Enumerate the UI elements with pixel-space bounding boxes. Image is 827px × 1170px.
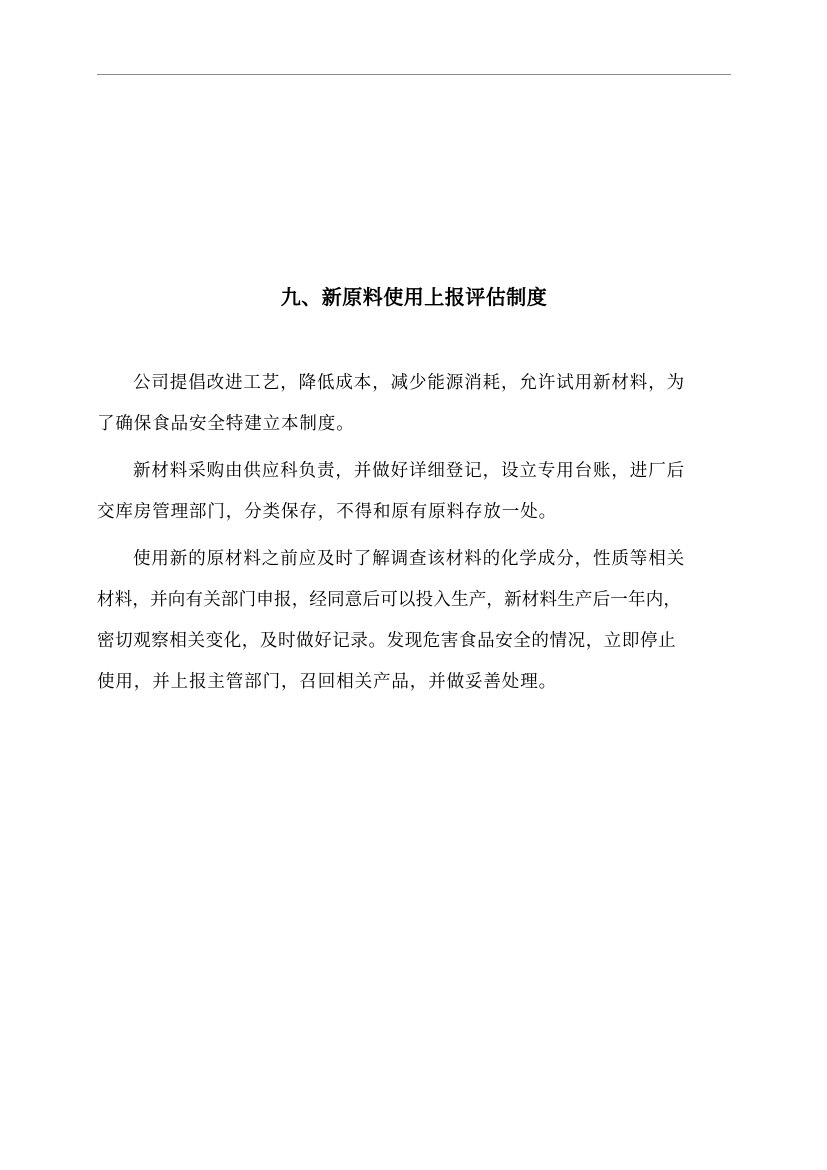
- paragraph-line: 了确保食品安全特建立本制度。: [97, 414, 355, 434]
- paragraph-2: [97, 456, 731, 528]
- paragraph-line: 密切观察相关变化，及时做好记录。发现危害食品安全的情况，立即停止: [97, 631, 677, 651]
- document-body: [97, 368, 731, 698]
- paragraph-line: 使用新的原材料之前应及时了解调查该材料的化学成分，性质等相关: [133, 549, 685, 569]
- paragraph-3: [97, 544, 731, 698]
- paragraph-line: 新材料采购由供应科负责，并做好详细登记，设立专用台账，进厂后: [133, 461, 685, 481]
- paragraph-line: 公司提倡改进工艺，降低成本，减少能源消耗，允许试用新材料，为: [133, 373, 685, 393]
- paragraph-line: 使用，并上报主管部门，召回相关产品，并做妥善处理。: [97, 672, 557, 692]
- paragraph-line: 交库房管理部门，分类保存，不得和原有原料存放一处。: [97, 502, 557, 522]
- header-rule: [97, 74, 731, 75]
- document-title: 九、新原料使用上报评估制度: [280, 285, 548, 309]
- paragraph-1: [97, 368, 731, 440]
- paragraph-line: 材料，并向有关部门申报，经同意后可以投入生产，新材料生产后一年内，: [97, 590, 682, 610]
